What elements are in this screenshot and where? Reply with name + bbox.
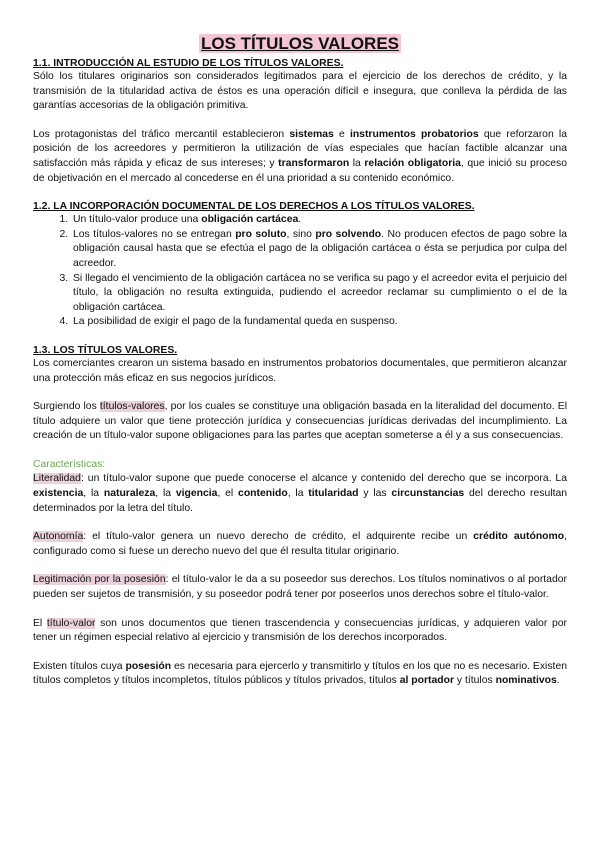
paragraph-literalidad: Literalidad: un título-valor supone que puede conocerse el alcance y contenido del derecho que se incorpora. La existencia, la naturaleza, la vigencia, el contenido, la titularidad y las circunstancias del derecho resultan determinados por la letra del título. xyxy=(33,473,568,514)
characteristics-label: Características: xyxy=(33,458,106,470)
section-heading-1-1: 1.1. INTRODUCCIÓN AL ESTUDIO DE LOS TÍTULOS VALORES. xyxy=(33,58,344,69)
section-heading-1-3: 1.3. LOS TÍTULOS VALORES. xyxy=(33,344,178,356)
paragraph: El título-valor son unos documentos que tienen trascendencia y consecuencias jurídicas, y adquieren valor por tener un régimen especial relativo al ejercicio y transmisión de los derechos incorporados. xyxy=(33,617,567,644)
list-item: 2. Los títulos-valores no se entregan pro soluto, sino pro solvendo. No producen efectos de pago sobre la obligación causal hasta que se efectúa el pago de la obligación cartácea o ésta se perjudica por culpa del acreedor. xyxy=(71,228,567,272)
paragraph-autonomia: Autonomía: el título-valor genera un nuevo derecho de crédito, el adquirente recibe un crédito autónomo, configurado como si fuese un derecho nuevo del que él resulta titular originario. xyxy=(33,531,567,557)
paragraph: Surgiendo los títulos-valores, por los cuales se constituye una obligación basada en la literalidad del documento. El título adquiere un valor que tiene protección jurídica y consecuencias jurídicas derivadas del incumplimiento. La creación de un título-valor supone obligaciones para las partes que aceptan someterse a él y a sus consecuencias. xyxy=(33,401,567,442)
section-heading-1-2: 1.2. LA INCORPORACIÓN DOCUMENTAL DE LOS DERECHOS A LOS TÍTULOS VALORES. xyxy=(33,201,475,213)
document-title: LOS TÍTULOS VALORES xyxy=(200,34,400,53)
paragraph: Sólo los titulares originarios son considerados legitimados para el ejercicio de los derechos de crédito, y la transmisión de la titularidad activa de éstos es una operación difícil e insegura, que conlleva la pérdida de las garantías accesorias de la obligación primitiva. xyxy=(33,71,567,112)
paragraph-legitimacion: Legitimación por la posesión: el título-valor le da a su poseedor sus derechos. Los títulos nominativos o al portador pueden ser sujetos de transmisión, y su poseedor podrá tener por poseerlos unos derechos sobre el título-valor. xyxy=(33,574,567,601)
paragraph: Existen títulos cuya posesión es necesaria para ejercerlo y transmitirlo y títulos en los que no es necesario. Existen títulos completos y títulos incompletos, títulos públicos y títulos privados, títulos al portador y títulos nominativos. xyxy=(33,660,567,687)
list-item: 4. La posibilidad de exigir el pago de la fundamental queda en suspenso. xyxy=(71,315,567,330)
paragraph: Los protagonistas del tráfico mercantil establecieron sistemas e instrumentos probatorios que reforzaron la posición de los acreedores y permitieron la utilización de vías especiales que hacían factible alcanzar una satisfacción más rápida y eficaz de sus intereses; y transformaron la relación obligatoria, que inició su proceso de objetivación en el mercado al concederse en él una prioridad a su contenido económico. xyxy=(33,128,568,184)
list-item: 3. Si llegado el vencimiento de la obligación cartácea no se verifica su pago y el acreedor evita el perjuicio del título, la obligación no resulta extinguida, pudiendo el acreedor reclamar su cumplimiento o el de la obligación cartácea. xyxy=(71,272,567,316)
paragraph: Los comerciantes crearon un sistema basado en instrumentos probatorios documentales, que permitieron alcanzar una protección más eficaz en sus negocios jurídicos. xyxy=(33,357,567,384)
numbered-list xyxy=(33,213,567,330)
list-item: 1. Un título-valor produce una obligación cartácea. xyxy=(71,213,567,228)
